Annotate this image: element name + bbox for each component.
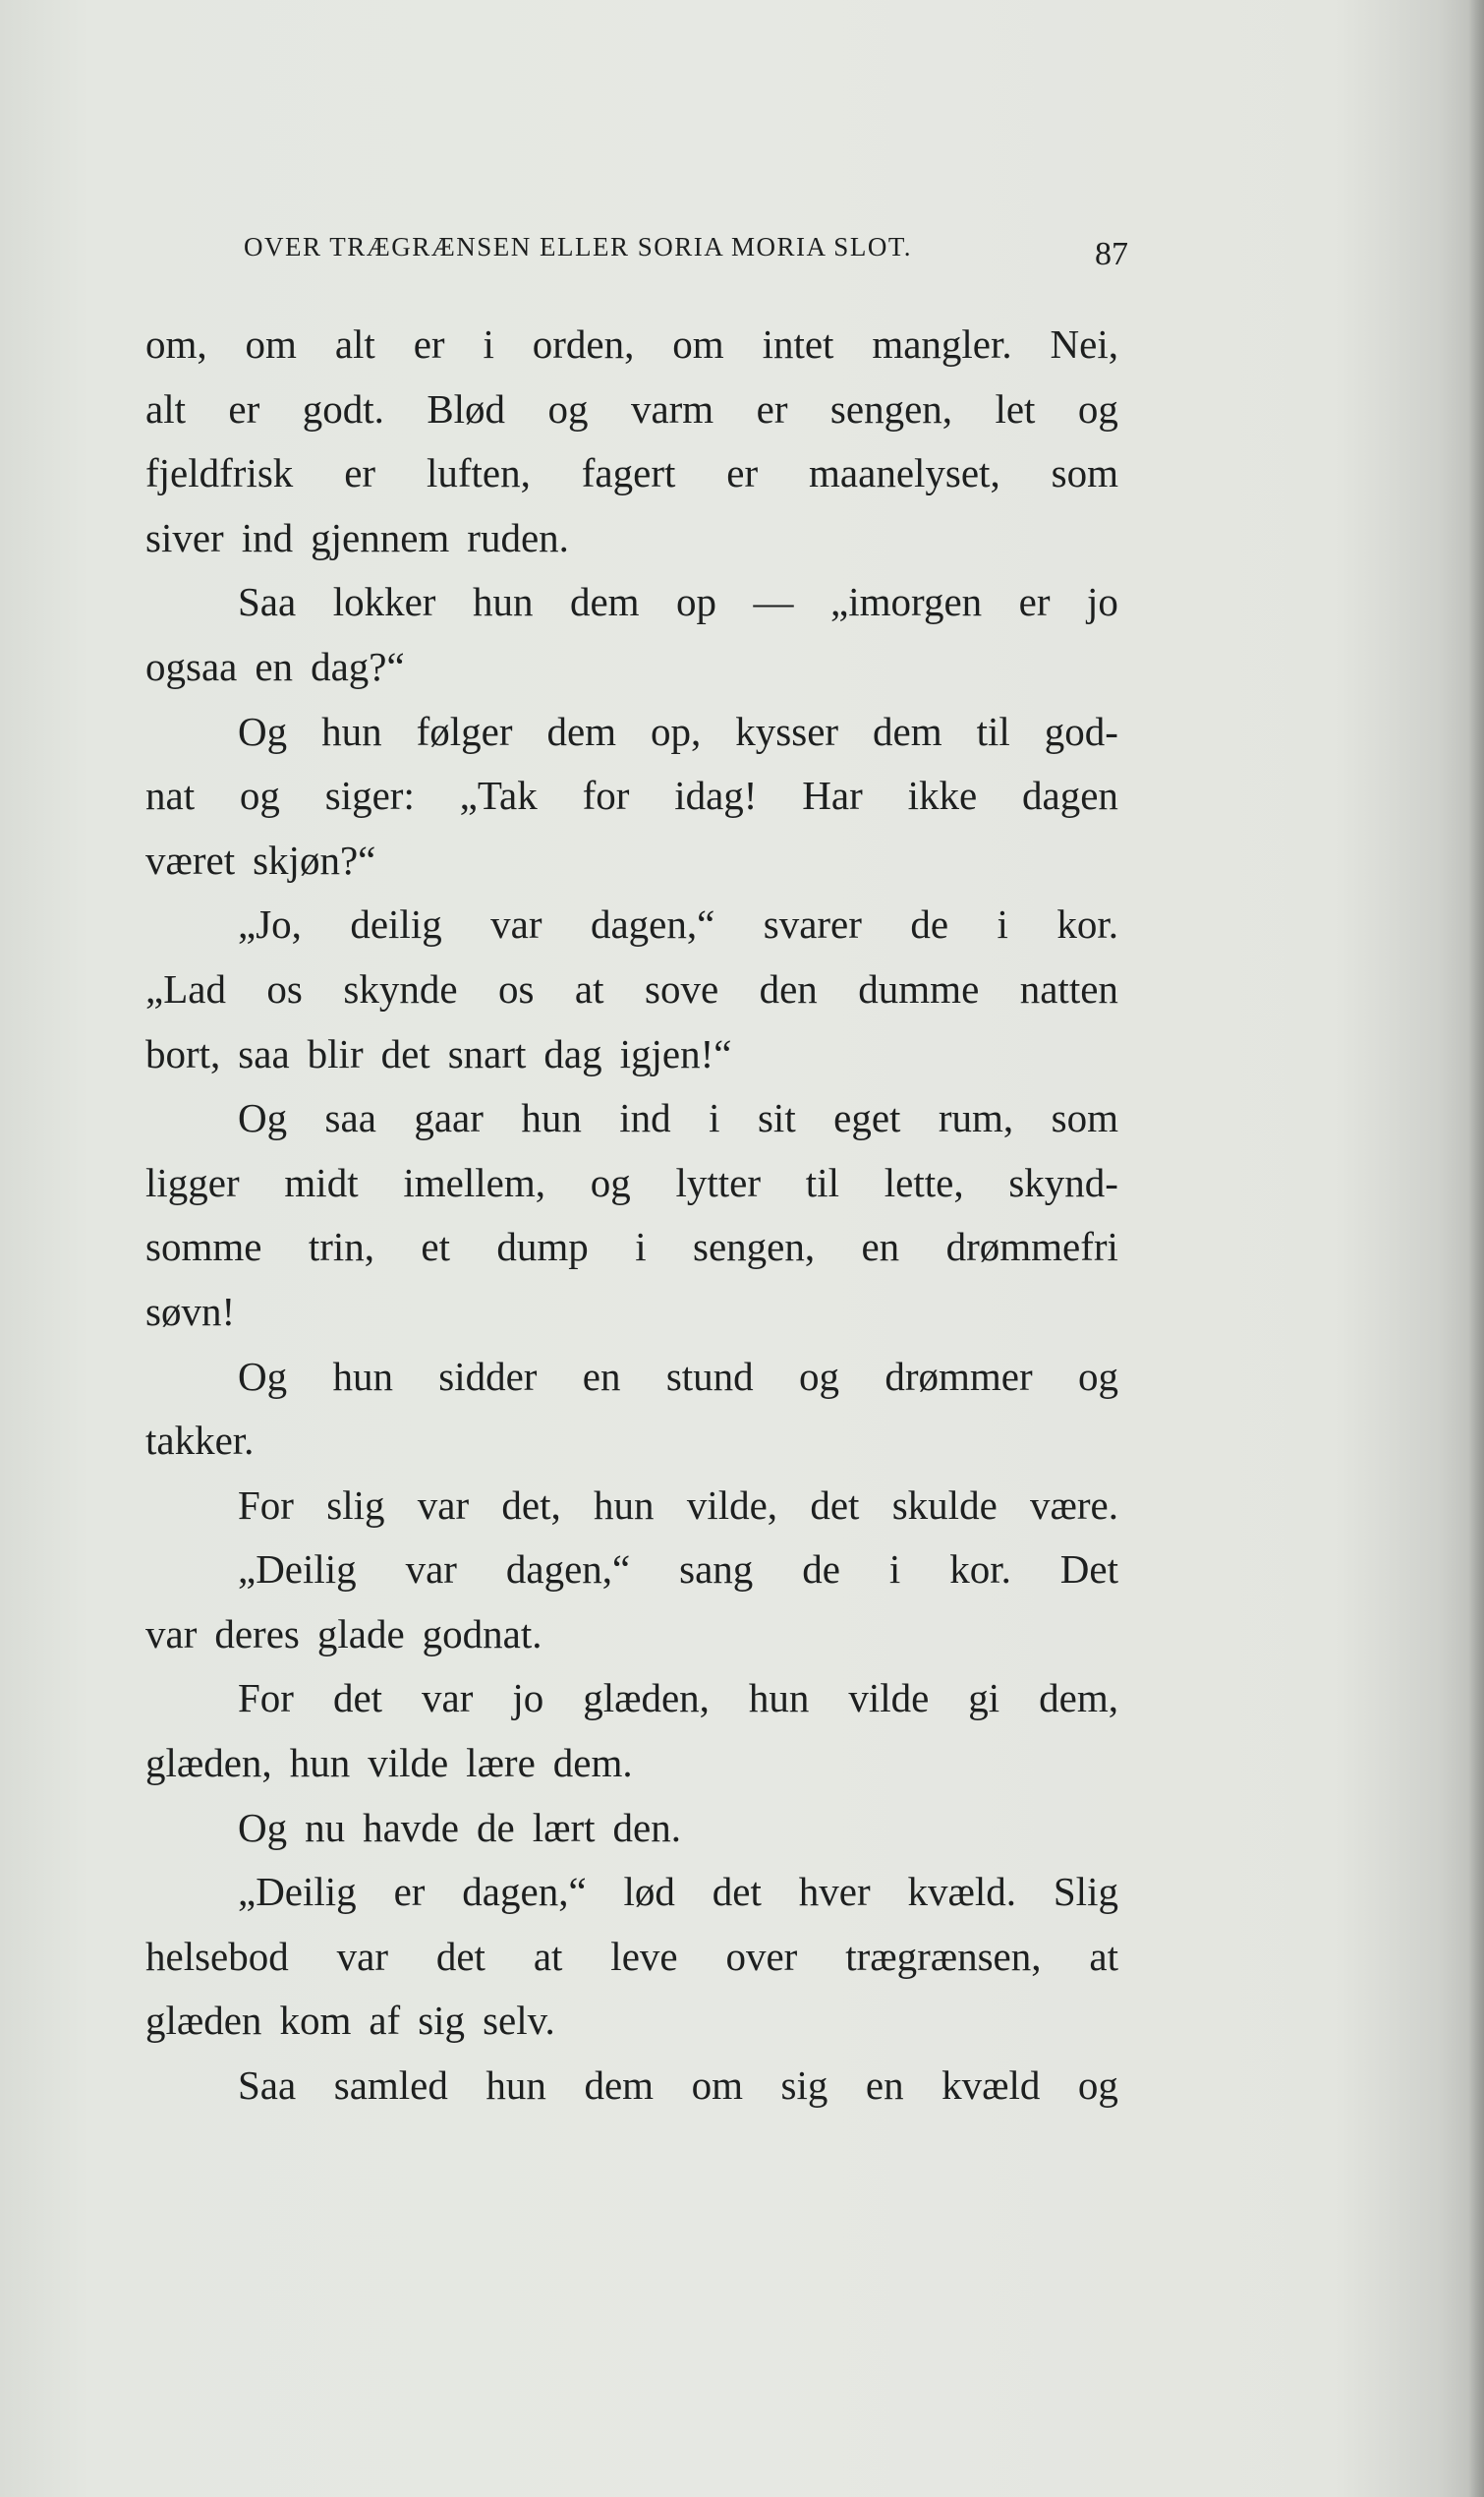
text-line: [145, 441, 1118, 506]
word: er: [344, 450, 376, 496]
word: selv.: [483, 1998, 555, 2044]
word: dem: [584, 2062, 655, 2109]
word: og: [590, 1159, 631, 1205]
word: vilde: [848, 1675, 930, 1721]
word: sit: [757, 1095, 796, 1141]
word: i: [888, 1546, 901, 1593]
word: dumme: [858, 965, 980, 1012]
word: hun: [472, 579, 534, 625]
word: det: [332, 1675, 383, 1721]
word: lokker: [332, 579, 436, 625]
word: Og: [238, 1353, 288, 1399]
word: det: [810, 1481, 860, 1528]
word: Har: [802, 773, 863, 819]
word: gaar: [414, 1095, 484, 1141]
word: For: [238, 1675, 294, 1721]
word: den.: [612, 1804, 681, 1850]
word: Og: [238, 1095, 288, 1141]
word: for: [582, 773, 630, 819]
word: lært: [532, 1804, 596, 1850]
word: deilig: [350, 901, 442, 948]
word: om: [691, 2062, 743, 2109]
text-line: [145, 958, 1118, 1022]
word: sove: [644, 965, 719, 1012]
word: dagen: [1022, 773, 1118, 819]
word: blir: [307, 1030, 364, 1076]
word: glæden,: [583, 1675, 710, 1721]
word: trin,: [308, 1224, 375, 1270]
word: være.: [1030, 1481, 1118, 1528]
word: op,: [651, 708, 702, 754]
text-line: [145, 1151, 1118, 1216]
word: dagen,“: [590, 901, 715, 948]
word: rum,: [938, 1095, 1014, 1141]
word: var: [490, 901, 542, 948]
text-line: [145, 506, 1118, 571]
word: godnat.: [422, 1610, 542, 1656]
word: igjen!“: [619, 1030, 732, 1076]
word: hver: [798, 1869, 871, 1915]
word: dem: [873, 708, 942, 754]
word: fjeldfrisk: [145, 450, 294, 496]
word: til: [976, 708, 1010, 754]
word: det: [380, 1030, 430, 1076]
word: i: [997, 901, 1008, 948]
word: i: [709, 1095, 720, 1141]
word: en: [255, 643, 294, 689]
word: og: [799, 1353, 840, 1399]
word: gjennem: [311, 514, 450, 560]
word: dump: [496, 1224, 589, 1270]
word: de: [477, 1804, 515, 1850]
word: godt.: [302, 385, 384, 432]
word: dem,: [1039, 1675, 1118, 1721]
word: luften,: [426, 450, 531, 496]
word: god-: [1044, 708, 1118, 754]
text-line: [145, 1409, 1118, 1474]
word: kvæld.: [907, 1869, 1016, 1915]
word: os: [497, 965, 535, 1012]
text-line: [145, 377, 1118, 442]
word: skjøn?“: [253, 837, 376, 883]
word: i: [483, 321, 494, 367]
text-line: [145, 313, 1118, 377]
word: glade: [316, 1610, 405, 1656]
word: natten: [1019, 965, 1118, 1012]
word: „Deilig: [238, 1546, 357, 1593]
word: søvn!: [145, 1288, 236, 1334]
word: var: [405, 1546, 457, 1593]
text-line: [145, 1602, 1118, 1667]
word: hun: [521, 1095, 582, 1141]
word: at: [533, 1933, 563, 1979]
word: sig: [418, 1998, 466, 2044]
text-line: [145, 570, 1118, 635]
text-line: [145, 829, 1118, 894]
word: Blød: [427, 385, 506, 432]
word: kom: [279, 1998, 352, 2044]
word: dem.: [552, 1740, 633, 1786]
word: glæden: [145, 1998, 262, 2044]
word: været: [145, 837, 236, 883]
word: lære: [466, 1740, 536, 1786]
word: ruden.: [467, 514, 569, 560]
word: imellem,: [403, 1159, 545, 1205]
word: skynd-: [1008, 1159, 1118, 1205]
word: dem: [546, 708, 617, 754]
word: svarer: [763, 901, 862, 948]
word: „Deilig: [238, 1869, 357, 1915]
word: trægrænsen,: [845, 1933, 1042, 1979]
text-line: [145, 1731, 1118, 1796]
word: sidder: [438, 1353, 538, 1399]
word: dagen,“: [505, 1546, 631, 1593]
word: siver: [145, 514, 224, 560]
text-line: [145, 1796, 1118, 1861]
word: kvæld: [942, 2062, 1041, 2109]
word: om: [245, 321, 297, 367]
word: følger: [416, 708, 513, 754]
word: fagert: [581, 450, 676, 496]
word: siger:: [324, 773, 415, 819]
word: hun: [321, 708, 382, 754]
text-line: [145, 764, 1118, 829]
word: vilde,: [686, 1481, 778, 1528]
text-line: [145, 1215, 1118, 1280]
word: at: [1089, 1933, 1118, 1979]
text-line: [145, 1022, 1118, 1087]
word: og: [1077, 385, 1118, 432]
word: Slig: [1053, 1869, 1118, 1915]
word: Og: [238, 1804, 288, 1850]
word: dag: [543, 1030, 602, 1076]
word: dagen,“: [462, 1869, 587, 1915]
running-head: OVER TRÆGRÆNSEN ELLER SORIA MORIA SLOT.: [244, 232, 913, 261]
word: takker.: [145, 1418, 255, 1464]
word: er: [413, 321, 445, 367]
word: og: [239, 773, 280, 819]
word: er: [393, 1869, 426, 1915]
word: drømmer: [885, 1353, 1033, 1399]
word: vilde: [368, 1740, 449, 1786]
word: sengen,: [829, 385, 953, 432]
word: alt: [145, 385, 186, 432]
word: om: [672, 321, 724, 367]
word: en: [861, 1224, 900, 1270]
word: havde: [363, 1804, 460, 1850]
word: kor.: [1056, 901, 1118, 948]
word: ogsaa: [145, 643, 238, 689]
word: samled: [333, 2062, 448, 2109]
word: jo: [512, 1675, 544, 1721]
word: drømmefri: [945, 1224, 1118, 1270]
word: let: [995, 385, 1036, 432]
text-line: [145, 1989, 1118, 2054]
text-line: [145, 1474, 1118, 1539]
word: ind: [619, 1095, 671, 1141]
word: saa: [238, 1030, 290, 1076]
text-line: [145, 1280, 1118, 1345]
word: dag?“: [311, 643, 405, 689]
word: at: [574, 965, 604, 1012]
word: „imorgen: [830, 579, 983, 625]
word: hun: [594, 1481, 655, 1528]
word: „Tak: [459, 773, 538, 819]
word: stund: [665, 1353, 754, 1399]
text-line: [145, 700, 1118, 765]
word: Saa: [238, 2062, 297, 2109]
word: ind: [241, 514, 294, 560]
word: til: [805, 1159, 839, 1205]
word: deres: [214, 1610, 300, 1656]
word: og: [1077, 2062, 1118, 2109]
word: kysser: [735, 708, 839, 754]
word: intet: [762, 321, 834, 367]
word: som: [1051, 450, 1118, 496]
word: var: [417, 1481, 470, 1528]
word: „Jo,: [238, 901, 302, 948]
word: er: [756, 385, 788, 432]
body-text: [145, 313, 1118, 2119]
text-line: [145, 2054, 1118, 2119]
word: i: [635, 1224, 647, 1270]
word: og: [1077, 1353, 1118, 1399]
page-edge-shadow: [1468, 0, 1484, 2497]
word: hun: [485, 2062, 546, 2109]
word: bort,: [145, 1030, 221, 1076]
word: Og: [238, 708, 288, 754]
word: snart: [447, 1030, 527, 1076]
word: —: [753, 579, 794, 625]
word: maanelyset,: [809, 450, 1000, 496]
word: ikke: [907, 773, 978, 819]
text-line: [145, 1925, 1118, 1990]
word: sengen,: [692, 1224, 816, 1270]
word: det: [435, 1933, 485, 1979]
word: nu: [305, 1804, 346, 1850]
word: en: [865, 2062, 904, 2109]
word: var: [336, 1933, 388, 1979]
word: varm: [630, 385, 714, 432]
word: midt: [284, 1159, 359, 1205]
word: lød: [623, 1869, 675, 1915]
text-line: [145, 1666, 1118, 1731]
word: et: [421, 1224, 450, 1270]
word: os: [266, 965, 303, 1012]
word: glæden,: [145, 1740, 272, 1786]
text-line: [145, 635, 1118, 700]
word: det: [712, 1869, 762, 1915]
word: kor.: [949, 1546, 1011, 1593]
word: gi: [968, 1675, 1000, 1721]
word: slig: [326, 1481, 385, 1528]
word: „Lad: [145, 965, 226, 1012]
word: Det: [1059, 1546, 1118, 1593]
word: helsebod: [145, 1933, 289, 1979]
word: op: [676, 579, 717, 625]
word: dem: [569, 579, 640, 625]
word: ligger: [145, 1159, 240, 1205]
word: For: [238, 1481, 294, 1528]
word: er: [1018, 579, 1051, 625]
word: af: [369, 1998, 401, 2044]
word: de: [802, 1546, 840, 1593]
page-header: [145, 228, 1128, 272]
text-line: [145, 893, 1118, 958]
word: idag!: [674, 773, 758, 819]
word: Nei,: [1050, 321, 1118, 367]
word: skynde: [343, 965, 458, 1012]
text-line: [145, 1538, 1118, 1602]
word: hun: [748, 1675, 810, 1721]
word: lette,: [884, 1159, 964, 1205]
word: en: [582, 1353, 621, 1399]
text-line: [145, 1086, 1118, 1151]
word: er: [726, 450, 759, 496]
word: den: [759, 965, 818, 1012]
word: over: [725, 1933, 798, 1979]
word: skulde: [891, 1481, 998, 1528]
word: det,: [501, 1481, 561, 1528]
word: mangler.: [872, 321, 1012, 367]
word: leve: [610, 1933, 678, 1979]
word: sig: [780, 2062, 828, 2109]
word: var: [145, 1610, 198, 1656]
text-line: [145, 1860, 1118, 1925]
word: om,: [145, 321, 207, 367]
word: og: [547, 385, 589, 432]
word: hun: [289, 1740, 351, 1786]
word: eget: [833, 1095, 901, 1141]
word: Saa: [238, 579, 297, 625]
word: sang: [679, 1546, 754, 1593]
word: er: [228, 385, 260, 432]
word: jo: [1087, 579, 1118, 625]
page-number: 87: [1095, 236, 1128, 272]
word: nat: [145, 773, 196, 819]
word: de: [910, 901, 949, 948]
text-line: [145, 1345, 1118, 1410]
word: var: [422, 1675, 474, 1721]
word: alt: [334, 321, 375, 367]
word: som: [1051, 1095, 1118, 1141]
word: lytter: [675, 1159, 762, 1205]
word: somme: [145, 1224, 262, 1270]
word: saa: [324, 1095, 376, 1141]
word: hun: [332, 1353, 393, 1399]
word: orden,: [532, 321, 635, 367]
